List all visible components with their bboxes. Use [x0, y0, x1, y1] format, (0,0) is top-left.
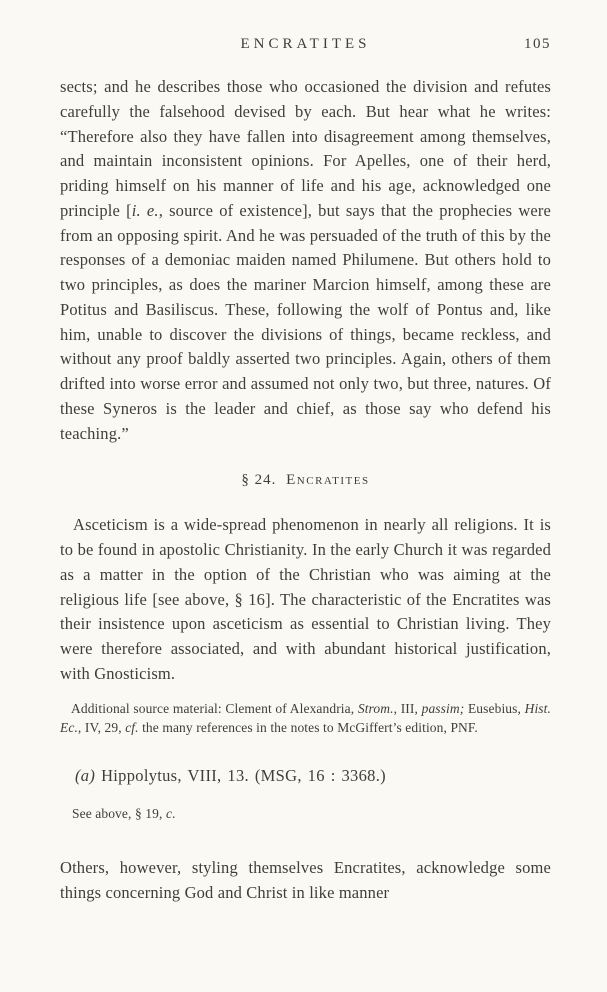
source-note [60, 699, 551, 738]
see-note [60, 804, 551, 824]
closing-paragraph: Others, however, styling themselves Encratites, acknowledge some things concerning God and Christ in like manner [60, 857, 551, 902]
text-run: Eusebius, [464, 700, 525, 716]
text-run: , III, [393, 700, 422, 716]
page-header [60, 36, 551, 53]
text-run: Hippolytus, VIII, 13. (MSG, 16 : 3368.) [95, 765, 386, 785]
continuation-paragraph [60, 75, 551, 446]
text-run: Additional source material: Clement of Alexandria, [71, 700, 358, 716]
section-intro-paragraph: Asceticism is a wide-spread phenomenon in nearly all religions. It is to be found in apostolic Christianity. In the early Church it was regarded as a matter in the option of the Christian who was aiming at the religious life [see above, § 16]. The characteristic of the Encratites was their insistence upon asceticism as essential to Christian living. They were therefore associated, and with abundant historical justification, with Gnosticism. [60, 515, 551, 683]
section-title: Encratites [286, 472, 370, 489]
entry-letter: (a) [75, 765, 96, 785]
italic-run: i. e. [131, 200, 159, 220]
text-run: See above, § 19, [72, 806, 166, 822]
italic-run: cf. [125, 720, 139, 736]
page-number: 105 [524, 36, 551, 52]
italic-run: Hist. Ec. [60, 700, 551, 736]
text-run: , IV, 29, [77, 720, 126, 736]
text-run: sects; and he describes those who occasioned the division and refutes carefully the falsehood devised by each. But hear what he writes: “Therefore also they have fallen into disagreement among themselves, and maintain inconsistent opinions. For Apelles, one of their herd, priding himself on his manner of life and his age, acknowledged one principle [ [60, 77, 551, 220]
italic-run: Strom. [357, 700, 394, 716]
section-number: § 24. [241, 472, 277, 489]
text-run: , source of existence], but says that the prophecies were from an opposing spirit. And he was persuaded of the truth of this by the responses of a demoniac maiden named Philumene. But others hold to two principles, as does the mariner Marcion himself, among these are Potitus and Basiliscus. These, following the wolf of Pontus and, like him, unable to discover the divisions of things, became reckless, and without any proof baldly asserted two principles. Again, others of them drifted into worse error and assumed not only two, but three, natures. Of these Syneros is the leader and chief, as those say who defend his teaching.” [60, 200, 551, 443]
italic-run: c [165, 806, 173, 822]
running-title: ENCRATITES [240, 36, 371, 52]
section-heading [60, 472, 551, 489]
entry-a [60, 764, 551, 789]
italic-run: passim; [421, 700, 465, 716]
text-run: . [172, 806, 176, 822]
text-run: the many references in the notes to McGiffert’s edition, PNF. [138, 720, 478, 736]
